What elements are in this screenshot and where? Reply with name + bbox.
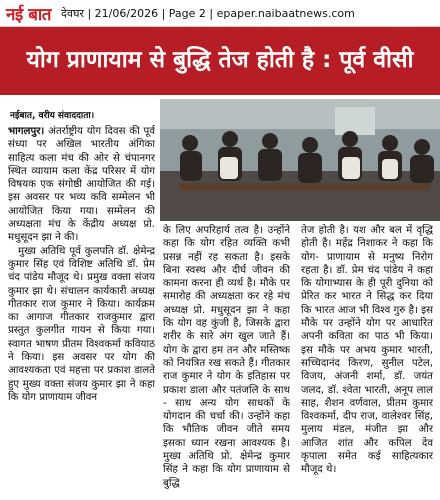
article-paragraph bbox=[8, 125, 155, 245]
article-byline: नईबात, वरीय संवाददाता। bbox=[10, 111, 95, 121]
article-column-2 bbox=[163, 224, 290, 496]
article-photo bbox=[160, 99, 440, 221]
article-paragraph: के लिए अपरिहार्य तत्व है। उन्होंने कहा कि योग रहित व्यक्ति कभी प्रसन्न नहीं रह सकता है। इसके बिना स्वस्थ और दीर्घ जीवन की कामना करना ही व्यर्थ है। मौके पर समारोह की अध्यक्षता कर रहे मंच अध्यक्ष प्रो. मधुसूदन झा ने कहा कि योग वह कुंजी है, जिसके द्वारा शरीर के सारे अंग खुल जाते हैं। योग के द्वारा हम तन और मस्तिष्क को नियंत्रित रख सकते हैं। गीतकार राज कुमार ने योग के इतिहास पर प्रकाश डाला और पतंजलि के साथ - साथ अन्य योग साधकों के योगदान की चर्चा की। उन्होंने कहा कि भौतिक जीवन जीते समय इसका ध्यान रखना आवश्यक है। मुख्य अतिथि प्रो. क्षेमेन्द्र कुमार सिंह ने कहा कि योग प्राणायाम से बुद्धि bbox=[163, 225, 290, 489]
group-photo-illustration bbox=[160, 99, 440, 221]
article-paragraph: मुख्य अतिथि पूर्व कुलपति डॉ. क्षेमेन्द्र कुमार सिंह एवं विशिष्ट अतिथि डॉ. प्रेम चंद पांडेय मौजूद थे। प्रमुख वक्ता संजय कुमार झा थे। संचालन कार्यकारी अध्यक्ष गीतकार राज कुमार ने किया। कार्यक्रम का आगाज गीतकार राजकुमार द्वारा प्रस्तुत कुलगीत गायन से किया गया। स्वागत भाषण प्रीतम विश्वकर्मा कवियाठ ने किया। इस अवसर पर योग की आवश्यकता एवं महत्ता पर प्रकाश डालते हुए मुख्य वक्ता संजय कुमार झा ने कहा कि योग प्राणायाम जीवन bbox=[8, 245, 155, 403]
headline-banner bbox=[0, 27, 440, 95]
newspaper-logo: नई बात bbox=[6, 4, 52, 25]
article-paragraph: तेज होती है। यश और बल में वृद्धि होती है। महेंद्र निशाकर ने कहा कि योग- प्राणायाम से मनुष्य निरोग रहता है। डॉ. प्रेम चंद पांडेय ने कहा कि योगाभ्यास के ही पूरी दुनिया को प्रेरित कर भारत ने सिद्ध कर दिया कि भारत आज भी विश्व गुरु है। इस मौके पर उन्होंने योग पर आधारित अपनी कविता का पाठ भी किया। इस मौके पर अभय कुमार भारती, सच्चिदानंद किरण, सुनील पटेल, विजय, अंजनी शर्मा, डॉ. जयंत जलद, डॉ. श्वेता भारती, अनूप लाल साह, शैशन वर्णवाल, प्रीतम कुमार विश्वकर्मा, दीप राज, वालेश्वर सिंह, मुलाय मंडल, मंजीत झा और आजित शांत और कपिल देव कृपाला समेत कई साहित्यकार मौजूद थे। bbox=[301, 225, 433, 476]
edition-meta: देवघर | 21/06/2026 | Page 2 | epaper.naibaatnews.com bbox=[61, 6, 355, 20]
masthead bbox=[0, 0, 440, 27]
dateline: भागलपुर। bbox=[8, 126, 45, 137]
article-headline: योग प्राणायाम से बुद्धि तेज होती है : पूर्व वीसी bbox=[26, 47, 414, 74]
article-column-1 bbox=[8, 125, 155, 495]
article-column-3 bbox=[301, 224, 433, 496]
paragraph-text: अंतर्राष्ट्रीय योग दिवस की पूर्व संध्या पर अखिल भारतीय अंगिका साहित्य कला मंच की ओर से चंपानगर स्थित व्यायाम कला केंद्र परिसर में योग विषयक एक संगोष्ठी आयोजित की गई। इस अवसर पर भव्य कवि सम्मेलन भी आयोजित किया गया। सम्मेलन की अध्यक्षता मंच के केंद्रीय अध्यक्ष प्रो. मधुसूदन झा ने की। bbox=[8, 126, 155, 244]
